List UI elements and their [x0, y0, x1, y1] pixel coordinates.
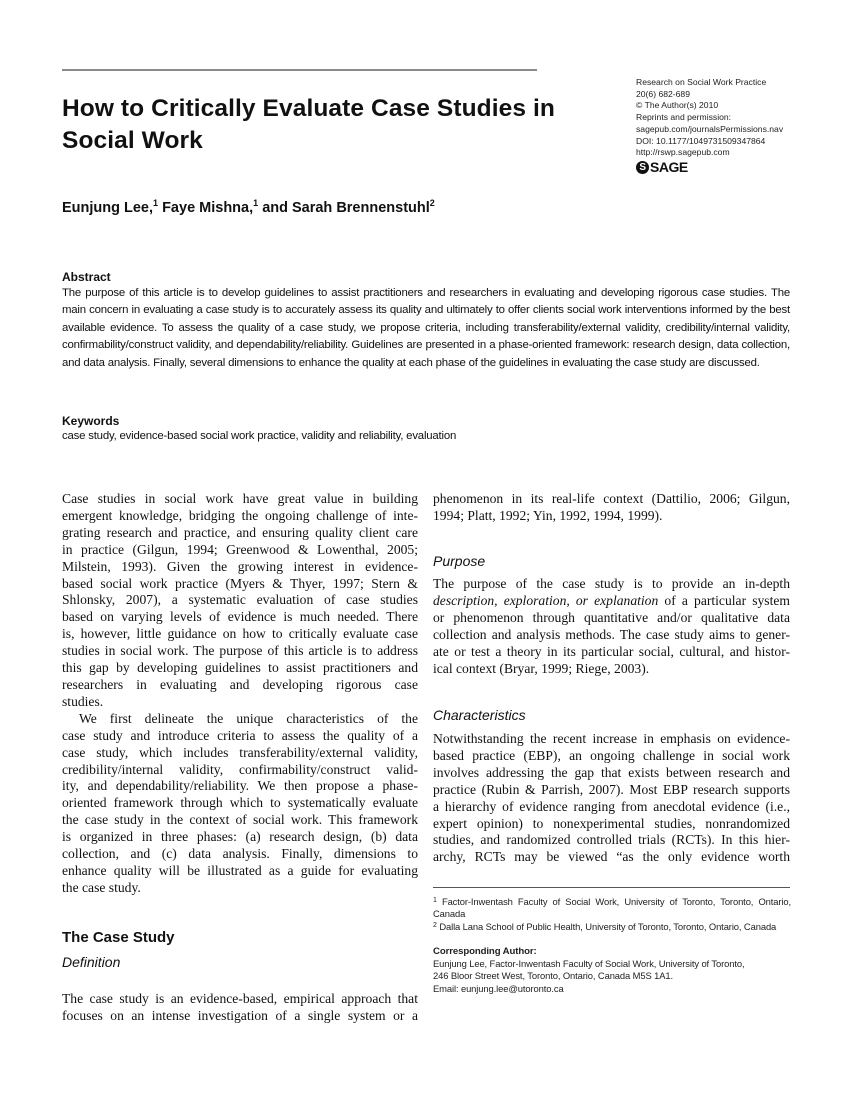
footnote-text: Factor-Inwentash Faculty of Social Work, University of Toronto, Toronto, Ontario, Canada — [433, 896, 791, 920]
text-line: expert opinion) to nonexperimental studies, nonrandomized — [433, 815, 790, 831]
text-line: credibility/internal validity, confirmability/construct valid- — [62, 761, 418, 777]
journal-name: Research on Social Work Practice — [636, 77, 767, 87]
corresponding-author-heading: Corresponding Author: — [433, 945, 537, 957]
text-line: Shlonsky, 2007), a systematic evaluation of case studies — [62, 592, 418, 608]
text-line: Milstein, 1993). Given the growing interest in evidence- — [62, 558, 418, 574]
text-line: emergent knowledge, bridging the ongoing challenge of inte- — [62, 507, 418, 523]
text-line: is, however, little guidance on how to critically evaluate case — [62, 626, 418, 642]
footnote-rule — [433, 887, 790, 888]
reprints-label: Reprints and permission: — [636, 112, 732, 123]
abstract-text: The purpose of this article is to develop guidelines to assist practitioners and researchers in evaluating and developing rigorous case studies. The main concern in evaluating a case study is to accurately assess its quality and ultimately to offer clients social work interventions informed by the best available evidence. To assess the quality of a case study, we propose criteria, including transferability/external validity, credibility/internal validity, confirmability/construct validity, and dependability/reliability. Guidelines are presented in a phase-oriented framework: research design, data collection, and data analysis. Finally, several dimensions to enhance the quality at each phase of the guidelines in evaluating the case study are discussed. — [62, 287, 790, 369]
text-line: grating research and practice, and ensuring quality client care — [62, 524, 418, 540]
journal-info — [636, 77, 846, 174]
text-line: researchers in evaluating and developing rigorous case — [62, 676, 418, 692]
footnotes — [433, 896, 791, 995]
text-line: case study, which includes transferability/external validity, — [62, 744, 418, 760]
sage-logo — [636, 158, 846, 175]
text-line: based on varying levels of evidence is much needed. There — [62, 609, 418, 625]
affiliation-footnote — [433, 896, 791, 921]
definition-paragraph-continued — [433, 491, 790, 525]
text-line: The case study is an evidence-based, empirical approach that — [62, 991, 418, 1006]
right-column — [433, 491, 790, 525]
title-line-1: How to Critically Evaluate Case Studies in — [62, 95, 555, 122]
text-line: involves addressing the gap that exists between research and — [433, 764, 790, 780]
text-line: studies, and randomized controlled trials (RCTs). In this hier- — [433, 832, 790, 848]
left-column — [62, 491, 418, 897]
journal-volume-pages: 20(6) 682-689 — [636, 88, 690, 99]
text-line: ate or test a theory in its particular social, cultural, and histor- — [433, 643, 790, 659]
text-line: Case studies in social work have great value in building — [62, 491, 418, 506]
doi[interactable]: DOI: 10.1177/1049731509347864 — [636, 135, 766, 146]
affiliation-footnote — [433, 921, 791, 933]
subsection-heading-purpose: Purpose — [433, 553, 486, 569]
copyright: © The Author(s) 2010 — [636, 100, 719, 111]
sage-s-icon: S — [636, 161, 649, 174]
text-line: studies in social work. The purpose of this article is to address — [62, 643, 418, 659]
corresponding-author-email[interactable]: Email: eunjung.lee@utoronto.ca — [433, 982, 564, 994]
purpose-paragraph — [433, 576, 790, 677]
text-line: a hierarchy of evidence ranging from anecdotal evidence (i.e., — [433, 798, 790, 814]
text-line: The purpose of the case study is to provide an in-depth — [433, 576, 790, 591]
subsection-heading-definition: Definition — [62, 954, 121, 970]
characteristics-paragraph — [433, 731, 790, 866]
text-line: or phenomenon through quantitative and/or qualitative data — [433, 609, 790, 625]
intro-paragraph-1 — [62, 491, 418, 711]
section-heading-case-study: The Case Study — [62, 929, 175, 946]
text-line: in practice (Gilgun, 1994; Greenwood & Lowenthal, 2005; — [62, 541, 418, 557]
affiliation-mark: 1 — [153, 198, 159, 208]
text-line: based social work practice (Myers & Thyer, 1997; Stern & — [62, 575, 418, 591]
title-line-2: Social Work — [62, 127, 203, 154]
author-name: and Sarah Brennenstuhl — [262, 200, 430, 216]
intro-paragraph-2 — [62, 711, 418, 897]
author-name: Faye Mishna, — [162, 200, 254, 216]
keywords-heading: Keywords — [62, 414, 120, 428]
corresponding-author-line: Eunjung Lee, Factor-Inwentash Faculty of Social Work, University of Toronto, — [433, 958, 745, 970]
definition-paragraph — [62, 991, 418, 1025]
text-line: collection, and (c) data analysis. Finally, dimensions to — [62, 846, 418, 862]
keywords-text: case study, evidence-based social work practice, validity and reliability, evaluation — [62, 430, 457, 442]
footnote-text: Dalla Lana School of Public Health, University of Toronto, Toronto, Ontario, Canada — [439, 920, 777, 932]
article-title — [62, 93, 602, 157]
text-line: this gap by developing guidelines to assist practitioners and — [62, 660, 418, 676]
corresponding-author-line: 246 Bloor Street West, Toronto, Ontario, Canada M5S 1A1. — [433, 970, 674, 982]
journal-website-link[interactable]: http://rswp.sagepub.com — [636, 147, 730, 158]
text-line: We first delineate the unique characteristics of the — [79, 710, 418, 726]
text-line: practice (Rubin & Parrish, 2007). Most EBP research supports — [433, 781, 790, 797]
text-line: oriented framework through which to systematically evaluate — [62, 795, 418, 811]
permissions-link[interactable]: sagepub.com/journalsPermissions.nav — [636, 123, 784, 134]
affiliation-mark: 1 — [253, 198, 259, 208]
text-line: phenomenon in its real-life context (Dattilio, 2006; Gilgun, — [433, 491, 790, 506]
author-name: Eunjung Lee, — [62, 200, 154, 216]
text-line: the case study in the context of social work. This framework — [62, 812, 418, 828]
abstract-heading: Abstract — [62, 270, 111, 284]
affiliation-mark: 2 — [429, 198, 435, 208]
text-line: ity, and dependability/reliability. We then propose a phase- — [62, 778, 418, 794]
text-line: studies. — [62, 693, 104, 709]
text-line: Notwithstanding the recent increase in emphasis on evidence- — [433, 731, 790, 746]
text-fragment: of a particular system — [658, 592, 790, 608]
text-line: collection and analysis methods. The case study aims to gener- — [433, 626, 790, 642]
header-rule — [62, 69, 537, 71]
text-line: focuses on an intense investigation of a single system or a — [62, 1007, 418, 1023]
text-line: 1994; Platt, 1992; Yin, 1992, 1994, 1999). — [433, 507, 663, 523]
text-line: the case study. — [62, 879, 141, 895]
sage-logo-text: SAGE — [650, 158, 688, 175]
text-line — [433, 593, 790, 610]
footnote-mark: 2 — [433, 921, 437, 929]
footnote-mark: 1 — [433, 897, 437, 904]
author-list — [62, 200, 435, 216]
subsection-heading-characteristics: Characteristics — [433, 707, 526, 723]
italic-phrase: description, exploration, or explanation — [433, 592, 659, 608]
text-line: enhance quality will be illustrated as a guide for evaluating — [62, 862, 418, 878]
text-line: is organized in three phases: (a) research design, (b) data — [62, 829, 418, 845]
text-line: case study and introduce criteria to assess the quality of a — [62, 727, 418, 743]
text-line: based practice (EBP), an ongoing challenge in social work — [433, 747, 790, 763]
text-line: ical context (Bryar, 1999; Riege, 2003). — [433, 660, 650, 676]
text-line: archy, RCTs may be viewed “as the only evidence worth — [433, 849, 790, 865]
